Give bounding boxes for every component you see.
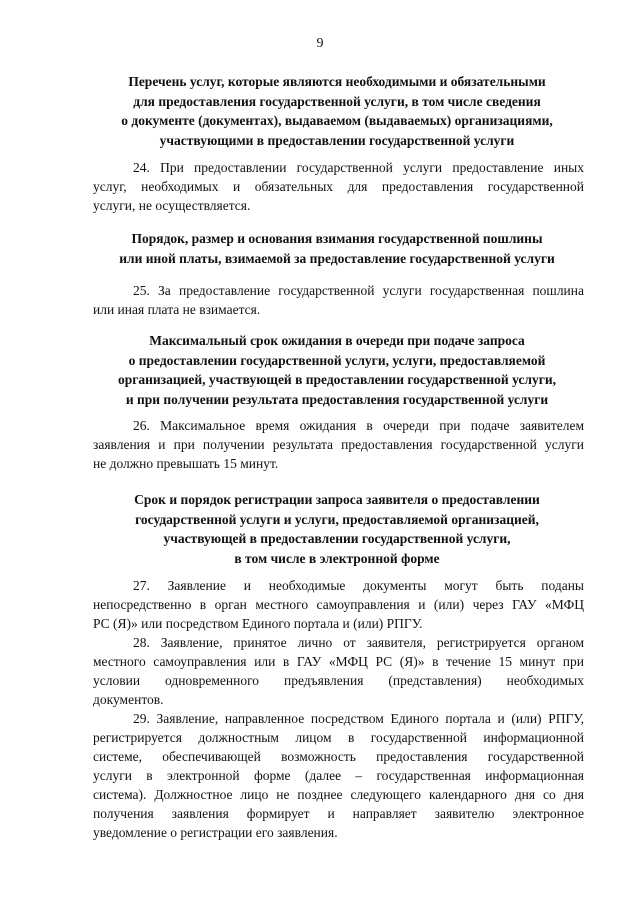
section-heading: Максимальный срок ожидания в очереди при подаче запроса о предоставлении государственной услуги, услуги, предоставляемой организацией, участвующей в предоставлении государственной услуги, и при получении результата предоставления государственной услуги [117,333,557,407]
section-heading: Перечень услуг, которые являются необходимыми и обязательными для предоставления государственной услуги, в том числе сведения о документе (документах), выдаваемом (выдаваемых) организациями, участвующими в предоставлении государственной услуги [121,74,553,148]
paragraph: 26. Максимальное время ожидания в очереди при подаче заявителем заявления и при получении результата предоставления государственной услуги не должно превышать 15 минут. [93,418,584,471]
section-heading: Срок и порядок регистрации запроса заявителя о предоставлении государственной услуги и услуги, предоставляемой организацией, участвующей в предоставлении государственной услуги, в том числе в электронной форме [134,492,540,566]
paragraph: 28. Заявление, принятое лично от заявителя, регистрируется органом местного самоуправления или в ГАУ «МФЦ РС (Я)» в течение 15 минут при условии одновременного предъявления (представления) необходимых документов. [93,635,584,707]
paragraph: 27. Заявление и необходимые документы могут быть поданы непосредственно в орган местного самоуправления и (или) через ГАУ «МФЦ РС (Я)» или посредством Единого портала и (или) РПГУ. [93,578,584,631]
section-heading: Порядок, размер и основания взимания государственной пошлины или иной платы, взимаемой за предоставление государственной услуги [119,231,555,266]
paragraph: 24. При предоставлении государственной услуги предоставление иных услуг, необходимых и обязательных для предоставления государственной услуги, не осуществляется. [93,160,584,213]
paragraph: 25. За предоставление государственной услуги государственная пошлина или иная плата не взимается. [93,283,584,317]
paragraph: 29. Заявление, направленное посредством Единого портала и (или) РПГУ, регистрируется должностным лицом в государственной информационной системе, обеспечивающей возможность предоставления государственной услуги в электронной форме (далее – государственная информационная система). Должностное лицо не позднее следующего календарного дня со дня получения заявления формирует и направляет заявителю электронное уведомление о регистрации его заявления. [93,711,584,840]
page-number: 9 [316,36,324,51]
